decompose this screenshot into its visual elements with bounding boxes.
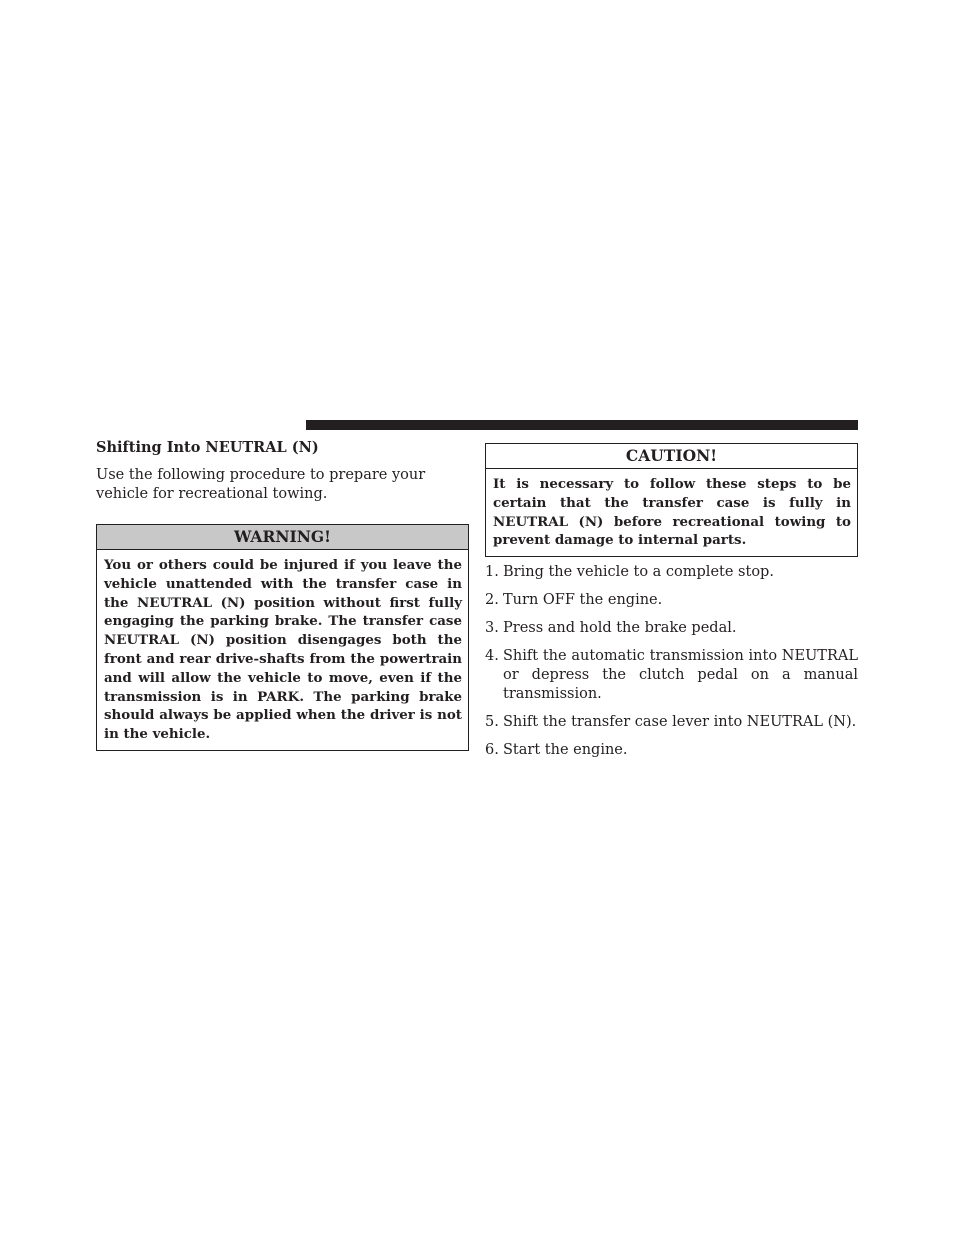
step-text: Start the engine. — [503, 742, 628, 759]
step-text: Press and hold the brake pedal. — [503, 620, 737, 637]
step-number: 3. — [485, 620, 499, 637]
warning-title: WARNING! — [97, 525, 468, 550]
list-item — [485, 619, 858, 638]
step-number: 2. — [485, 592, 499, 609]
right-column — [485, 443, 858, 769]
warning-box — [96, 524, 469, 751]
step-text: Shift the automatic transmission into NEUTRAL or depress the clutch pedal on a manual transmission. — [503, 648, 858, 703]
caution-box — [485, 443, 858, 557]
warning-text: You or others could be injured if you leave the vehicle unattended with the transfer case in the NEUTRAL (N) position without first fully engaging the parking brake. The transfer case NEUTRAL (N) position disengages both the front and rear drive-shafts from the powertrain and will allow the vehicle to move, even if the transmission is in PARK. The parking brake should always be applied when the driver is not in the vehicle. — [104, 557, 462, 743]
step-text: Turn OFF the engine. — [503, 592, 663, 609]
step-text: Bring the vehicle to a complete stop. — [503, 564, 774, 581]
list-item — [485, 591, 858, 610]
step-text: Shift the transfer case lever into NEUTRAL (N). — [503, 714, 857, 731]
section-header-bar — [306, 420, 858, 430]
list-item — [485, 563, 858, 582]
list-item — [485, 647, 858, 704]
step-number: 1. — [485, 564, 499, 581]
list-item — [485, 713, 858, 732]
left-column — [96, 438, 469, 751]
procedure-steps — [485, 563, 858, 760]
caution-text: It is necessary to follow these steps to be certain that the transfer case is fully in NEUTRAL (N) before recreational towing to prevent damage to internal parts. — [493, 476, 851, 549]
section-heading: Shifting Into NEUTRAL (N) — [96, 439, 319, 456]
list-item — [485, 741, 858, 760]
step-number: 4. — [485, 648, 499, 665]
caution-title: CAUTION! — [486, 444, 857, 469]
step-number: 5. — [485, 714, 499, 731]
intro-paragraph: Use the following procedure to prepare your vehicle for recreational towing. — [96, 467, 426, 502]
step-number: 6. — [485, 742, 499, 759]
